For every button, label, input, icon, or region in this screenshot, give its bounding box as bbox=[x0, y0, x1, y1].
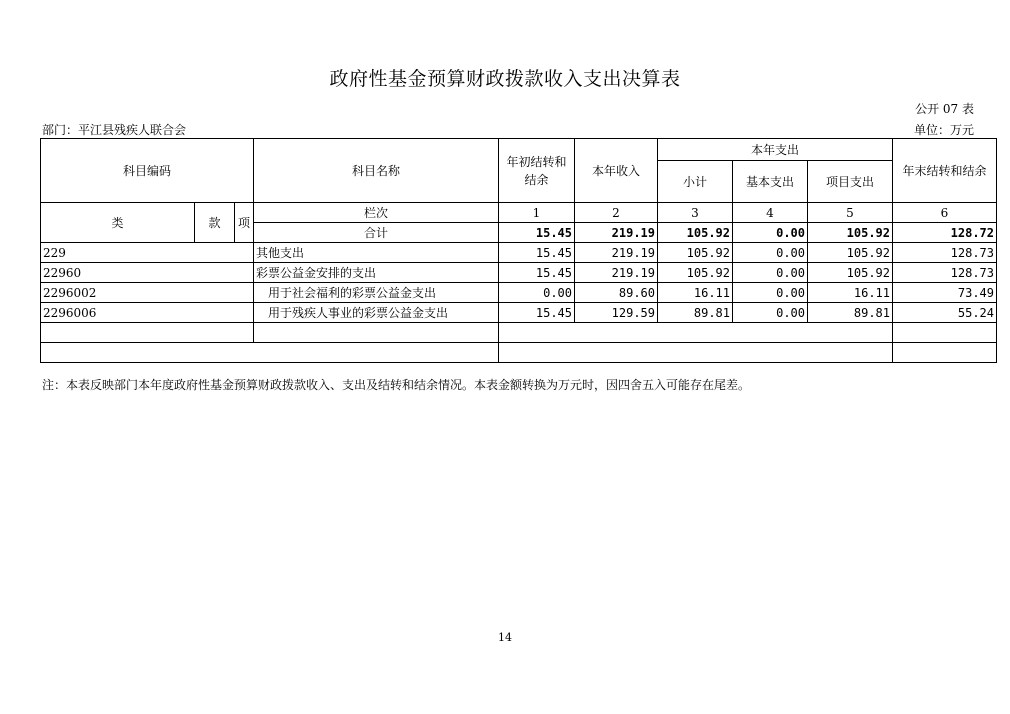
header-opening-balance bbox=[499, 139, 575, 203]
row-name: 其他支出 bbox=[254, 243, 499, 263]
header-category: 类 bbox=[41, 203, 195, 243]
row-name: 用于残疾人事业的彩票公益金支出 bbox=[254, 303, 499, 323]
col-num: 6 bbox=[893, 203, 997, 223]
col-num: 5 bbox=[808, 203, 893, 223]
row-value: 73.49 bbox=[893, 283, 997, 303]
row-value: 15.45 bbox=[499, 303, 575, 323]
row-value: 129.59 bbox=[575, 303, 658, 323]
total-value: 15.45 bbox=[499, 223, 575, 243]
header-basic-expense: 基本支出 bbox=[733, 161, 808, 203]
header-opening-balance-line1: 年初结转和 bbox=[506, 154, 567, 169]
row-value: 16.11 bbox=[808, 283, 893, 303]
column-index-label: 栏次 bbox=[254, 203, 499, 223]
row-name: 用于社会福利的彩票公益金支出 bbox=[254, 283, 499, 303]
row-code: 229 bbox=[41, 243, 254, 263]
empty-cell bbox=[254, 323, 499, 343]
empty-cell bbox=[499, 343, 893, 363]
empty-row bbox=[41, 323, 997, 343]
row-value: 89.81 bbox=[658, 303, 733, 323]
row-code: 2296002 bbox=[41, 283, 254, 303]
row-value: 0.00 bbox=[733, 283, 808, 303]
row-value: 105.92 bbox=[808, 263, 893, 283]
row-value: 0.00 bbox=[499, 283, 575, 303]
row-value: 128.73 bbox=[893, 263, 997, 283]
row-code: 2296006 bbox=[41, 303, 254, 323]
empty-cell bbox=[41, 343, 499, 363]
row-value: 105.92 bbox=[658, 263, 733, 283]
empty-cell bbox=[41, 323, 254, 343]
page-number: 14 bbox=[498, 631, 512, 644]
total-value: 105.92 bbox=[658, 223, 733, 243]
total-label: 合计 bbox=[254, 223, 499, 243]
page-title: 政府性基金预算财政拨款收入支出决算表 bbox=[329, 68, 681, 90]
row-value: 0.00 bbox=[733, 243, 808, 263]
header-closing-balance: 年末结转和结余 bbox=[893, 139, 997, 203]
header-annual-expense: 本年支出 bbox=[658, 139, 893, 161]
row-code: 22960 bbox=[41, 263, 254, 283]
footnote: 注：本表反映部门本年度政府性基金预算财政拨款收入、支出及结转和结余情况。本表金额转换为万元时，因四舍五入可能存在尾差。 bbox=[42, 378, 751, 392]
header-subject-code: 科目编码 bbox=[41, 139, 254, 203]
row-value: 219.19 bbox=[575, 243, 658, 263]
table-row bbox=[41, 243, 997, 263]
total-value: 219.19 bbox=[575, 223, 658, 243]
row-value: 105.92 bbox=[808, 243, 893, 263]
row-value: 219.19 bbox=[575, 263, 658, 283]
header-item: 项 bbox=[235, 203, 254, 243]
empty-cell bbox=[893, 343, 997, 363]
table-row bbox=[41, 303, 997, 323]
row-value: 105.92 bbox=[658, 243, 733, 263]
table-row bbox=[41, 263, 997, 283]
header-subject-name: 科目名称 bbox=[254, 139, 499, 203]
empty-cell bbox=[499, 323, 893, 343]
department-label: 部门：平江县残疾人联合会 bbox=[42, 123, 187, 137]
col-num: 3 bbox=[658, 203, 733, 223]
total-value: 105.92 bbox=[808, 223, 893, 243]
header-subtotal: 小计 bbox=[658, 161, 733, 203]
row-value: 89.81 bbox=[808, 303, 893, 323]
row-value: 0.00 bbox=[733, 303, 808, 323]
row-value: 15.45 bbox=[499, 263, 575, 283]
row-value: 89.60 bbox=[575, 283, 658, 303]
total-value: 128.72 bbox=[893, 223, 997, 243]
header-opening-balance-line2: 结余 bbox=[524, 172, 549, 187]
row-name: 彩票公益金安排的支出 bbox=[254, 263, 499, 283]
row-value: 15.45 bbox=[499, 243, 575, 263]
row-value: 16.11 bbox=[658, 283, 733, 303]
empty-cell bbox=[893, 323, 997, 343]
header-project-expense: 项目支出 bbox=[808, 161, 893, 203]
header-section: 款 bbox=[195, 203, 235, 243]
col-num: 2 bbox=[575, 203, 658, 223]
table-row bbox=[41, 283, 997, 303]
budget-table bbox=[40, 138, 997, 363]
header-annual-income: 本年收入 bbox=[575, 139, 658, 203]
row-value: 0.00 bbox=[733, 263, 808, 283]
row-value: 128.73 bbox=[893, 243, 997, 263]
form-number: 公开 07 表 bbox=[915, 102, 974, 116]
col-num: 4 bbox=[733, 203, 808, 223]
col-num: 1 bbox=[499, 203, 575, 223]
unit-label: 单位：万元 bbox=[913, 123, 974, 137]
total-value: 0.00 bbox=[733, 223, 808, 243]
row-value: 55.24 bbox=[893, 303, 997, 323]
empty-row bbox=[41, 343, 997, 363]
